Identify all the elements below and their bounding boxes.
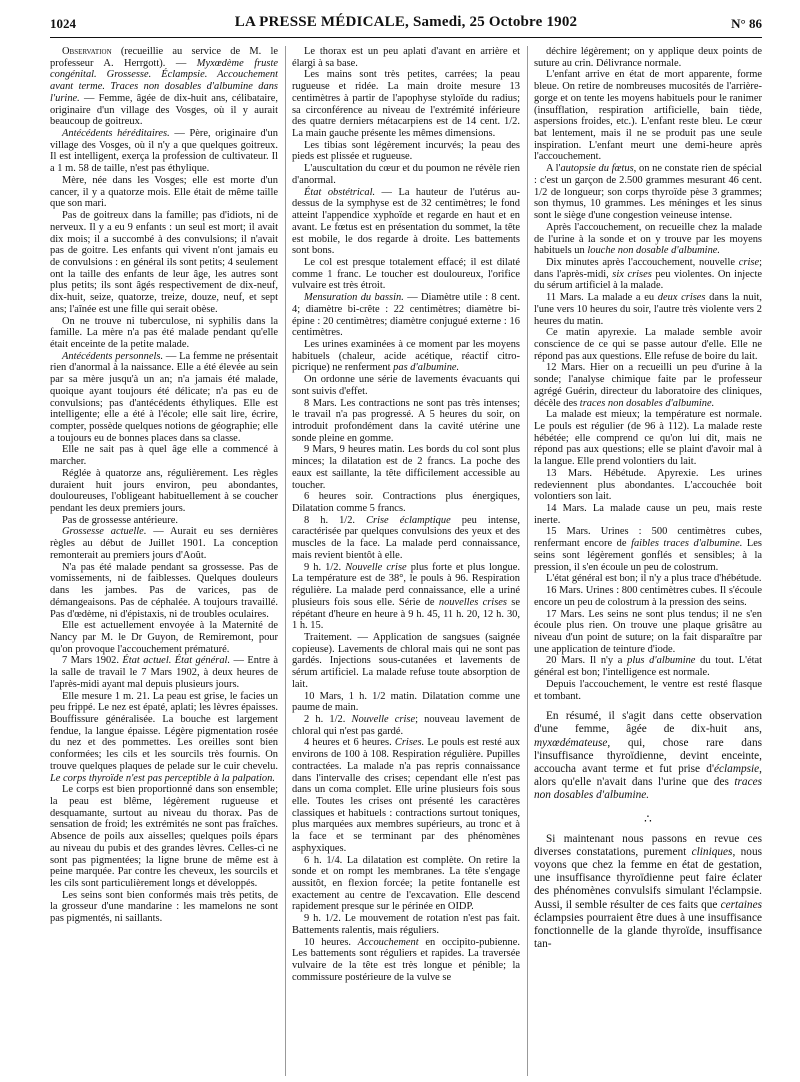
paragraph: 4 heures et 6 heures. Crises. Le pouls est resté aux environs de 100 à 108. Respiration régulière. Pupilles contractées. La malade n'a pas repris connaissance dans l'intervalle des crises; cependant elle n'est pas dans un coma complet. Elle urine plusieurs fois sous elle. Toutes les crises ont présenté les caractères classiques et habituels : contractions surtout toniques, plus marquées aux membres supérieurs, au tronc et à la face et se terminant par des phénomènes asphyxiques. — [292, 737, 520, 854]
paragraph: En résumé, il s'agit dans cette observation d'une femme, âgée de dix-huit ans, myxœdémateuse, qui, chose rare dans l'insuffisance thyroïdienne, devint enceinte, accoucha avant terme et fut prise d'éclampsie, alors qu'elle n'avait dans l'urine que des traces non dosables d'albumine. — [534, 710, 762, 802]
paragraph: 10 heures. Accouchement en occipito-pubienne. Les battements sont réguliers et rapides. La traversée vulvaire de la tête est très longue et pénible; la commissure postérieure de la vulve se — [292, 936, 520, 983]
journal-title: LA PRESSE MÉDICALE, Samedi, 25 Octobre 1902 — [234, 14, 578, 30]
paragraph: Elle est actuellement envoyée à la Maternité de Nancy par M. le Dr Guyon, de Remiremont, pour qu'on provoque l'accouchement prématuré. — [50, 620, 278, 655]
paragraph: L'enfant arrive en état de mort apparente, forme bleue. On retire de nombreuses mucosités de l'arrière-gorge et on tente les moyens habituels pour le ranimer (insufflation, respiration artificielle, bain tiède, aspersions froides, etc.). L'enfant reste bleu. Le cœur bat lentement, mais il ne se produit pas une seule inspiration. L'enfant meurt une demi-heure après l'accouchement. — [534, 69, 762, 163]
issue-number: N° 86 — [731, 16, 762, 31]
paragraph: L'auscultation du cœur et du poumon ne révèle rien d'anormal. — [292, 163, 520, 186]
paragraph: 13 Mars. Hébétude. Apyrexie. Les urines redeviennent plus abondantes. L'accouchée boit volontiers son lait. — [534, 467, 762, 503]
page-header — [50, 14, 762, 36]
paragraph: On ordonne une série de lavements évacuants qui sont suivis d'effet. — [292, 374, 520, 397]
paragraph: Observation (recueillie au service de M. le professeur A. Herrgott). — Myxœdème fruste congénital. Grossesse. Éclampsie. Accouchement avant terme. Traces non dosables d'albumine dans l'urine. — Femme, âgée de dix-huit ans, célibataire, originaire d'un village des Vosges, où il y aurait beaucoup de goitreux. — [50, 46, 278, 128]
paragraph: La malade est mieux; la température est normale. Le pouls est régulier (de 96 à 112). La malade reste hébétée; elle comprend ce qu'on lui dit, mais ne répond pas aux questions; elle se plaint d'avoir mal à la langue. Elle prend volontiers du lait. — [534, 409, 762, 468]
paragraph: Elle mesure 1 m. 21. La peau est grise, le facies un peu frippé. Le nez est épaté, aplati; les lèvres épaisses. Bouffissure généralisée. La bouche est largement fendue, la langue épaisse. Légère pigmentation rosée du nez et des pommettes. Les oreilles sont bien conformées; les cils et les sourcils très fournis. On trouve quelques plaques de pelade sur le cuir chevelu. Le corps thyroïde n'est pas perceptible à la palpation. — [50, 690, 278, 784]
paragraph: 17 Mars. Les seins ne sont plus tendus; il ne s'en écoule plus rien. On trouve une plaque grisâtre au niveau d'un point de suture; on la fait disparaître par une application de teinture d'iode. — [534, 608, 762, 655]
column-2 — [292, 46, 520, 1076]
paragraph: 11 Mars. La malade a eu deux crises dans la nuit, l'une vers 10 heures du soir, l'autre très violente vers 2 heures du matin. — [534, 292, 762, 327]
paragraph: Les mains sont très petites, carrées; la peau rugueuse et ridée. La main droite mesure 13 centimètres à partir de l'apophyse styloïde du radius; sa circonférence au niveau de l'extrémité inférieure des quatre derniers métacarpiens est de 14 cent. 1/2. La main gauche présente les mêmes dimensions. — [292, 69, 520, 140]
paragraph: Depuis l'accouchement, le ventre est resté flasque et tombant. — [534, 678, 762, 702]
column-divider — [527, 46, 528, 1076]
paragraph: 6 h. 1/4. La dilatation est complète. On retire la sonde et on rompt les membranes. La tête s'engage aussitôt, en flexion forcée; la petite fontanelle est exactement au centre de l'excavation. Elle descend rapidement presque sur le périnée en OIDP. — [292, 854, 520, 913]
paragraph: Antécédents personnels. — La femme ne présentait rien d'anormal à la naissance. Elle a été élevée au sein par sa mère jusqu'à un an; n'a jamais été malade, quoique ayant toujours été délicate; n'a pas eu de convulsions; pas d'antécédents éthyliques. Elle est intelligente; elle a été à l'école; elle sait lire, écrire, compter, possède quelques notions de géographie; elle a toujours eu de bonnes places dans sa classe. — [50, 350, 278, 444]
column-divider — [285, 46, 286, 1076]
paragraph: Pas de grossesse antérieure. — [62, 514, 178, 526]
paragraph: Mensuration du bassin. — Diamètre utile : 8 cent. 4; diamètre bi-crête : 22 centimètres; diamètre bi-épine : 20 centimètres; diamètre conjugué externe : 16 centimètres. — [292, 292, 520, 339]
paragraph: 14 Mars. La malade cause un peu, mais reste inerte. — [534, 503, 762, 526]
paragraph: 8 Mars. Les contractions ne sont pas très intenses; le travail n'a pas progressé. A 5 heures du soir, on introduit profondément dans la cavité utérine une sonde pleine en gomme. — [292, 397, 520, 444]
paragraph: Les seins sont bien conformés mais très petits, de la grosseur d'une mandarine : les mamelons ne sont pas pigmentés, ni saillants. — [50, 889, 278, 925]
paragraph: Réglée à quatorze ans, régulièrement. Les règles duraient huit jours environ, peu abondantes, douloureuses, l'obligeant habituellement à se coucher pendant les deux premiers jours. — [50, 467, 278, 515]
paragraph: État obstétrical. — La hauteur de l'utérus au-dessus de la symphyse est de 32 centimètres; le fond atteint l'appendice xyphoïde et regarde en haut et en avant. Le fœtus est en présentation du sommet, la tête est mobile, le dos regarde à droite. Les battements sont bons. — [292, 186, 520, 257]
paragraph: Grossesse actuelle. — Aurait eu ses dernières règles au début de Juillet 1901. La conception remonterait au premiers jours d'Août. — [50, 526, 278, 561]
paragraph: 2 h. 1/2. Nouvelle crise; nouveau lavement de chloral qui n'est pas gardé. — [292, 713, 520, 737]
paragraph: Le col est presque totalement effacé; il est dilaté comme 1 franc. Le toucher est douloureux, l'orifice vulvaire est très étroit. — [292, 256, 520, 292]
paragraph: L'état général est bon; il n'y a plus trace d'hébétude. — [546, 573, 762, 585]
paragraph: Les urines examinées à ce moment par les moyens habituels (chaleur, acide acétique, réactif citro-picrique) ne renferment pas d'albumine. — [292, 338, 520, 374]
paragraph: Elle ne sait pas à quel âge elle a commencé à marcher. — [50, 444, 278, 468]
paragraph: Les tibias sont légèrement incurvés; la peau des pieds est plissée et rugueuse. — [292, 139, 520, 163]
paragraph: 20 Mars. Il n'y a plus d'albumine du tout. L'état général est bon; l'intelligence est normale. — [534, 655, 762, 679]
paragraph: 6 heures soir. Contractions plus énergiques, Dilatation comme 5 francs. — [292, 491, 520, 515]
column-1 — [50, 46, 278, 1076]
paragraph: 9 h. 1/2. Nouvelle crise plus forte et plus longue. La température est de 38°, le pouls à 96. Respiration régulière. La malade perd connaissance, elle a uriné plusieurs fois sous elle. Série de nouvelles crises se répétant d'heure en heure à 9 h. 45, 11 h. 20, 12 h. 30, 1 h. 15. — [292, 561, 520, 632]
page-number: 1024 — [50, 16, 76, 31]
paragraph: Traitement. — Application de sangsues (saignée copieuse). Lavements de chloral mais qui ne sont pas gardés. Injections sous-cutanées et lavements de sérum artificiel. La malade refuse toute absorption de lait. — [292, 631, 520, 690]
paragraph: 9 h. 1/2. Le mouvement de rotation n'est pas fait. Battements ralentis, mais réguliers. — [292, 913, 520, 936]
paragraph: Le thorax est un peu aplati d'avant en arrière et élargi à sa base. — [292, 46, 520, 69]
paragraph: déchire légèrement; on y applique deux points de suture au crin. Délivrance normale. — [534, 46, 762, 69]
paragraph: Pas de goitreux dans la famille; pas d'idiots, ni de nerveux. Il y a eu 9 enfants : un seul est mort; il avait dix mois; il a succombé à des convulsions; il n'avait pas de goitre. Les enfants qui vivent n'ont jamais eu de convulsions : en général ils sont petits; 4 seulement ont la taille des enfants de leur âge, les autres sont plus petits; ils sont âgés respectivement de dix-neuf, dix-huit, seize, quatorze, treize, douze, neuf, et sept ans; l'aînée est une fille qui serait obèse. — [50, 210, 278, 315]
paragraph: Si maintenant nous passons en revue ces diverses constatations, purement cliniques, nous voyons que chez la femme en état de gestation, une insuffisance thyroïdienne peut faire éclater des phénomènes convulsifs simulant l'éclampsie. Aussi, il semble résulter de ces faits que certaines éclampsies pourraient être dues à une insuffisance fonctionnelle de la glande thyroïde, insuffisance tan- — [534, 832, 762, 951]
column-3 — [534, 46, 762, 1076]
header-rule — [50, 37, 762, 38]
paragraph: Ce matin apyrexie. La malade semble avoir conscience de ce qui se passe autour d'elle. Elle ne répond pas aux questions. Elle refuse de boire du lait. — [534, 327, 762, 362]
paragraph: Après l'accouchement, on recueille chez la malade de l'urine à la sonde et on y trouve par les moyens habituels un louche non dosable d'albumine. — [534, 221, 762, 257]
paragraph: 9 Mars, 9 heures matin. Les bords du col sont plus minces; la dilatation est de 2 francs. La poche des eaux est saillante, la tête difficilement accessible au toucher. — [292, 444, 520, 491]
paragraph: Mère, née dans les Vosges; elle est morte d'un cancer, il y a quatorze mois. Elle était de même taille que son mari. — [50, 174, 278, 210]
paragraph: 10 Mars, 1 h. 1/2 matin. Dilatation comme une paume de main. — [292, 690, 520, 714]
section-break: ∴ — [644, 811, 652, 826]
paragraph: 7 Mars 1902. État actuel. État général. — Entre à la salle de travail le 7 Mars 1902, à deux heures de l'après-midi ayant mal depuis plusieurs jours. — [50, 655, 278, 690]
paragraph: Dix minutes après l'accouchement, nouvelle crise; dans l'après-midi, six crises peu violentes. On injecte du sérum artificiel à la malade. — [534, 256, 762, 292]
paragraph: Le corps est bien proportionné dans son ensemble; la peau est blême, légèrement rugueuse et desquamante, surtout au niveau du thorax. Pas de sensation de froid; les extrémités ne sont pas fraîches. Absence de poils aux aisselles; quelques poils épars au niveau du pubis et des grandes lèvres. Celles-ci ne sont pas pigmentées; la ligne brune de même est à peine marquée. Par contre les cheveux, les sourcils et les cils sont particulièrement longs et développés. — [50, 784, 278, 890]
paragraph: On ne trouve ni tuberculose, ni syphilis dans la famille. La mère n'a pas été malade pendant qu'elle était enceinte de la petite malade. — [50, 315, 278, 350]
paragraph: 15 Mars. Urines : 500 centimètres cubes, renfermant encore de faibles traces d'albumine. Les seins sont légèrement gonflés et sensibles; à la pression, il s'en écoule un peu de colostrum. — [534, 526, 762, 573]
paragraph: A l'autopsie du fœtus, on ne constate rien de spécial : c'est un garçon de 2.500 grammes mesurant 46 cent. 1/2 de longueur; son corps thyroïde pèse 3 grammes; son thymus, 10 grammes. Les méninges et les sinus sont le siège d'une congestion veineuse intense. — [534, 163, 762, 222]
paragraph: 12 Mars. Hier on a recueilli un peu d'urine à la sonde; l'analyse chimique faite par le professeur agrégé Guérin, directeur du laboratoire des cliniques, décèle des traces non dosables d'albumine. — [534, 362, 762, 409]
paragraph: Antécédents héréditaires. — Père, originaire d'un village des Vosges, où il n'y a que quelques goitreux. Il est intelligent, exerça la profession de cultivateur. Il a 1 m. 58 de taille, n'est pas éthylique. — [50, 128, 278, 175]
paragraph: 16 Mars. Urines : 800 centimètres cubes. Il s'écoule encore un peu de colostrum à la pression des seins. — [534, 585, 762, 608]
paragraph: N'a pas été malade pendant sa grossesse. Pas de vomissements, ni de faiblesses. Quelques douleurs dans les jambes. Pas de varices, pas de démangeaisons. Pas de céphalée. A toujours travaillé. Pas d'œdème, ni d'épistaxis, ni de troubles oculaires. — [50, 561, 278, 620]
paragraph: 8 h. 1/2. Crise éclamptique peu intense, caractérisée par quelques convulsions des yeux et des muscles de la face. La malade perd connaissance, mais revient bientôt à elle. — [292, 514, 520, 561]
